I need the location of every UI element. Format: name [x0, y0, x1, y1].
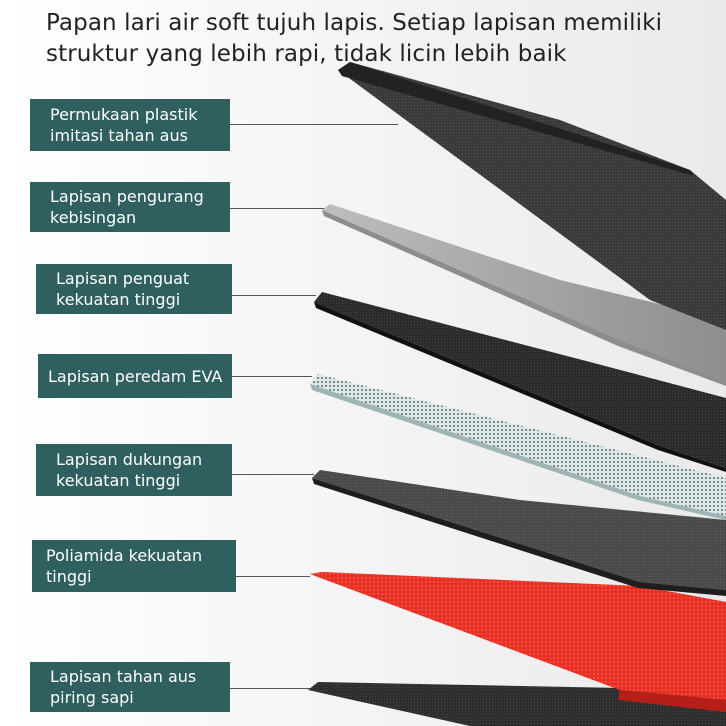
layer-label-3-line-1: Lapisan penguat [56, 269, 190, 288]
leader-line-6 [230, 576, 310, 577]
leader-line-5 [230, 474, 314, 475]
title-line-1: Papan lari air soft tujuh lapis. Setiap lapisan memiliki [46, 10, 663, 36]
layer-label-7-line-1: Lapisan tahan aus [50, 667, 197, 686]
leader-line-3 [230, 295, 316, 296]
layer-label-6-line-1: Poliamida kekuatan [46, 546, 203, 565]
layer-label-5-line-2: kekuatan tinggi [56, 471, 181, 490]
layer-label-2-line-2: kebisingan [50, 208, 137, 227]
leader-line-4 [230, 376, 312, 377]
layer-label-4-line-1: Lapisan peredam EVA [48, 366, 223, 386]
layer-label-1 [30, 99, 230, 151]
layer-label-5 [36, 444, 232, 496]
layer-label-3-line-2: kekuatan tinggi [56, 290, 181, 309]
page-title [46, 8, 716, 70]
layer-label-6-line-2: tinggi [46, 567, 92, 586]
layer-label-7-line-2: piring sapi [50, 688, 134, 707]
leader-line-1 [230, 124, 398, 125]
layer-label-5-line-1: Lapisan dukungan [56, 450, 203, 469]
layer-label-7 [30, 662, 230, 712]
layer-label-1-line-2: imitasi tahan aus [50, 126, 188, 145]
layer-label-4 [38, 354, 232, 398]
leader-line-7 [230, 688, 310, 689]
layer-label-1-line-1: Permukaan plastik [50, 105, 198, 124]
layer-label-2-line-1: Lapisan pengurang [50, 187, 204, 206]
layer-label-2 [30, 182, 230, 232]
layer-label-3 [36, 264, 232, 314]
title-line-2: struktur yang lebih rapi, tidak licin lebih baik [46, 41, 567, 67]
leader-line-2 [230, 208, 324, 209]
layer-label-6 [32, 540, 236, 592]
